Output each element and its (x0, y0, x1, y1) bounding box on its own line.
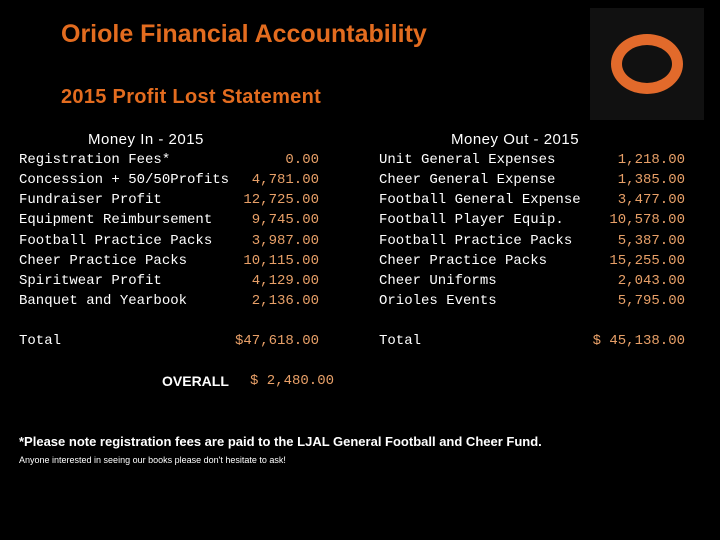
money-out-label: Orioles Events (379, 293, 497, 309)
money-out-label: Football Player Equip. (379, 212, 564, 228)
money-out-row (379, 170, 685, 190)
money-out-row (379, 271, 685, 291)
logo (590, 8, 704, 120)
registration-note: *Please note registration fees are paid to the LJAL General Football and Cheer Fund. (19, 434, 542, 449)
money-out-label: Football Practice Packs (379, 233, 573, 249)
money-in-total-row (19, 331, 319, 351)
money-out-total-label: Total (379, 333, 422, 349)
money-in-row (19, 170, 319, 190)
money-in-row (19, 231, 319, 251)
money-in-row (19, 251, 319, 271)
money-in-value: 3,987.00 (251, 233, 319, 249)
money-in-label: Cheer Practice Packs (19, 253, 188, 269)
money-in-row (19, 291, 319, 311)
money-out-heading: Money Out - 2015 (451, 131, 580, 148)
money-in-label: Concession + 50/50Profits (19, 172, 230, 188)
overall-value: $ 2,480.00 (250, 373, 335, 389)
money-out-total-value: $ 45,138.00 (592, 333, 685, 349)
money-out-value: 1,218.00 (617, 152, 685, 168)
money-in-row (19, 271, 319, 291)
money-out-value: 2,043.00 (617, 273, 685, 289)
statement-subtitle: 2015 Profit Lost Statement (61, 86, 322, 108)
money-in-value: 0.00 (285, 152, 319, 168)
money-out-label: Football General Expense (379, 192, 581, 208)
money-out-label: Cheer General Expense (379, 172, 556, 188)
money-in-value: 10,115.00 (243, 253, 319, 269)
money-out-total-row (379, 331, 685, 351)
money-out-row (379, 231, 685, 251)
money-in-total-value: $47,618.00 (234, 333, 319, 349)
books-note: Anyone interested in seeing our books please don't hesitate to ask! (19, 455, 286, 465)
money-in-label: Spiritwear Profit (19, 273, 162, 289)
money-out-value: 15,255.00 (609, 253, 685, 269)
money-out-value: 5,795.00 (617, 293, 685, 309)
money-in-value: 4,129.00 (251, 273, 319, 289)
money-out-row (379, 210, 685, 230)
money-out-label: Unit General Expenses (379, 152, 556, 168)
overall-label: OVERALL (162, 373, 229, 389)
money-in-heading: Money In - 2015 (88, 131, 204, 148)
money-in-label: Banquet and Yearbook (19, 293, 188, 309)
money-out-row (379, 150, 685, 170)
money-in-row (19, 210, 319, 230)
money-in-value: 4,781.00 (251, 172, 319, 188)
orioles-o-logo-icon (611, 34, 683, 94)
money-out-value: 10,578.00 (609, 212, 685, 228)
money-out-value: 1,385.00 (617, 172, 685, 188)
money-in-label: Registration Fees* (19, 152, 171, 168)
money-in-row (19, 190, 319, 210)
money-out-value: 3,477.00 (617, 192, 685, 208)
money-out-row (379, 291, 685, 311)
money-in-label: Football Practice Packs (19, 233, 213, 249)
money-in-value: 2,136.00 (251, 293, 319, 309)
money-in-label: Equipment Reimbursement (19, 212, 213, 228)
money-in-row (19, 150, 319, 170)
money-out-row (379, 190, 685, 210)
money-in-total-label: Total (19, 333, 62, 349)
money-in-value: 12,725.00 (243, 192, 319, 208)
page-title: Oriole Financial Accountability (61, 20, 427, 48)
money-out-row (379, 251, 685, 271)
money-in-label: Fundraiser Profit (19, 192, 162, 208)
money-out-label: Cheer Practice Packs (379, 253, 548, 269)
money-out-label: Cheer Uniforms (379, 273, 497, 289)
money-out-value: 5,387.00 (617, 233, 685, 249)
money-in-value: 9,745.00 (251, 212, 319, 228)
